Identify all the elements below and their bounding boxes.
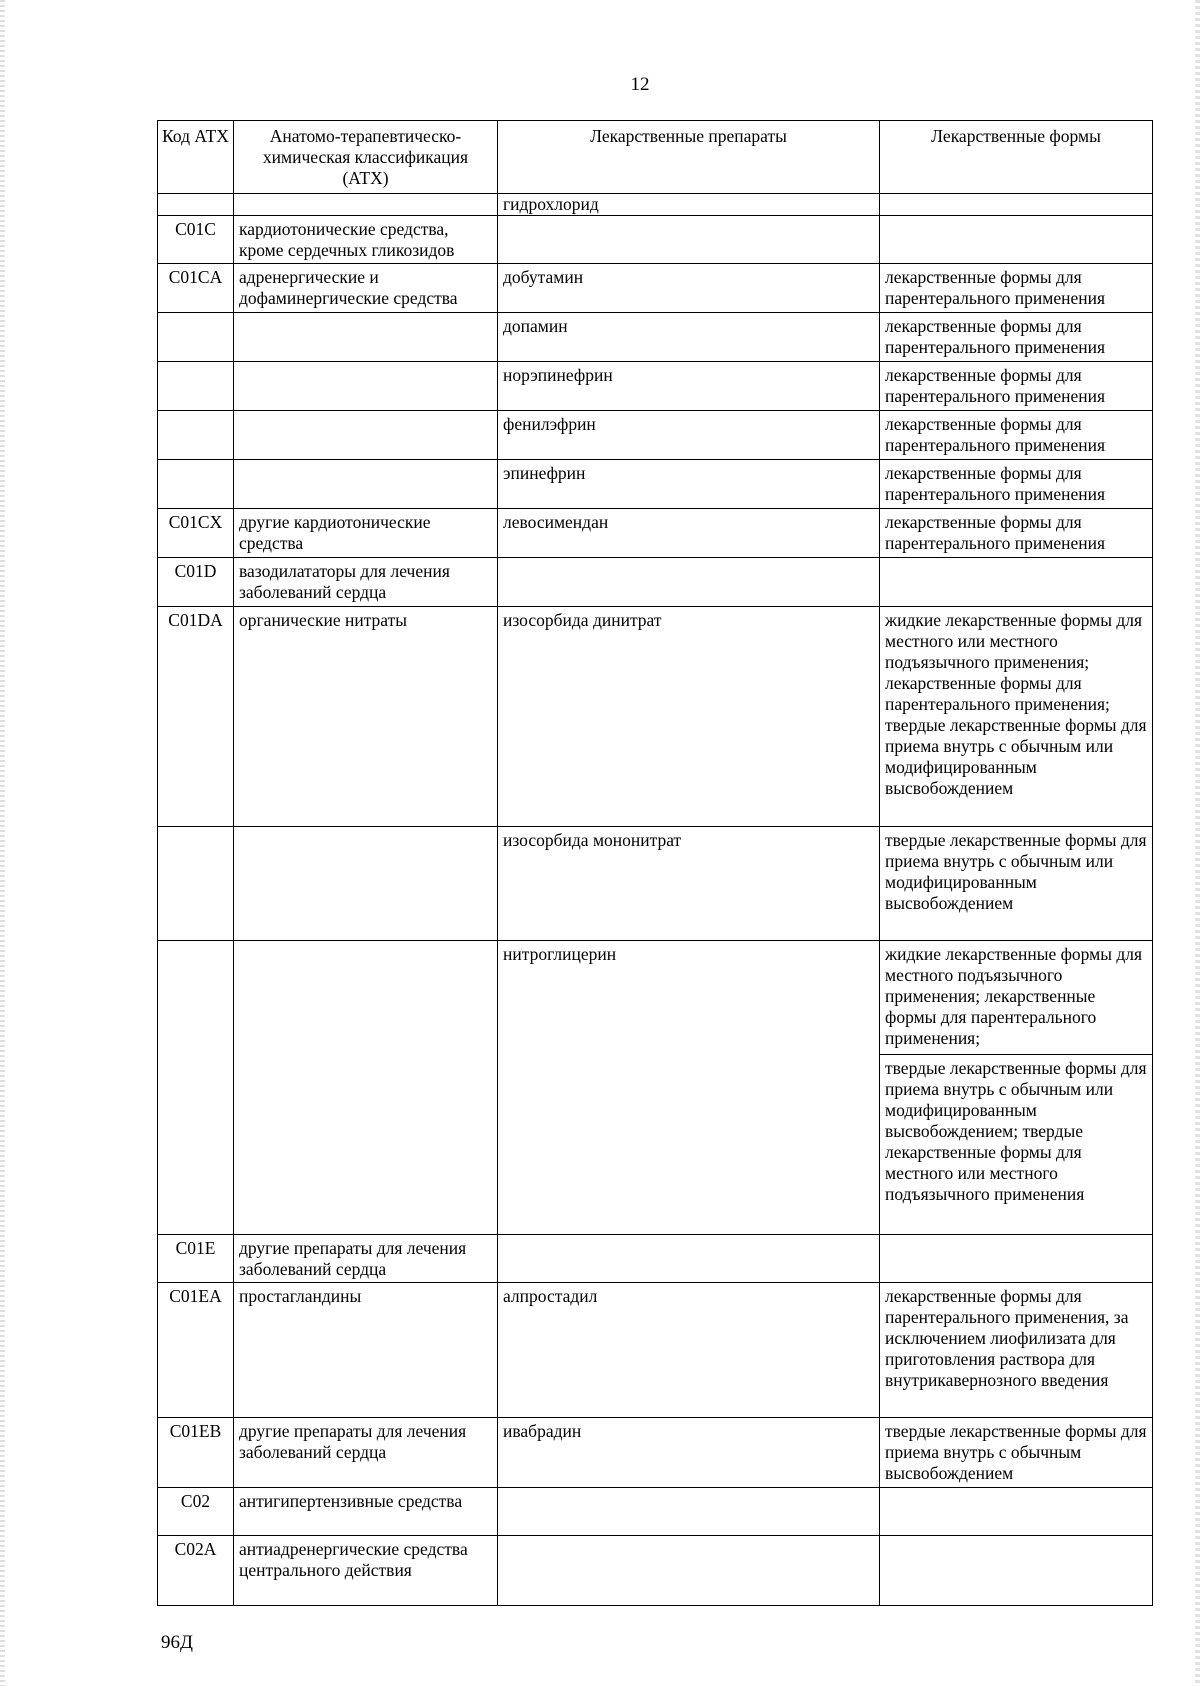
cell-form: твердые лекарственные формы для приема внутрь с обычным или модифицированным высвобождением [880, 827, 1153, 941]
header-classification: Анатомо-терапевтическо-химическая классификация (АТХ) [234, 121, 498, 194]
cell-form: лекарственные формы для парентерального применения, за исключением лиофилизата для приготовления раствора для внутрикавернозного введения [880, 1283, 1153, 1418]
cell-drug: изосорбида динитрат [498, 607, 880, 827]
cell-classification [234, 313, 498, 362]
cell-code: C01DA [158, 607, 234, 827]
table-row [158, 411, 1153, 460]
cell-classification [234, 941, 498, 1235]
table-row [158, 194, 1153, 216]
cell-drug [498, 558, 880, 607]
cell-code: C01EA [158, 1283, 234, 1418]
table-row [158, 362, 1153, 411]
cell-code [158, 313, 234, 362]
cell-form [880, 194, 1153, 216]
cell-code: C02 [158, 1488, 234, 1536]
cell-classification: антиадренергические средства центрального действия [234, 1536, 498, 1606]
cell-drug: эпинефрин [498, 460, 880, 509]
cell-drug [498, 1536, 880, 1606]
table-row [158, 264, 1153, 313]
cell-form: жидкие лекарственные формы для местного подъязычного применения; лекарственные формы для парентерального применения; [880, 941, 1153, 1055]
cell-code: C01CA [158, 264, 234, 313]
cell-code: C01C [158, 216, 234, 264]
cell-code [158, 411, 234, 460]
cell-form: лекарственные формы для парентерального применения [880, 509, 1153, 558]
header-forms: Лекарственные формы [880, 121, 1153, 194]
table-row [158, 1235, 1153, 1283]
table-row [158, 558, 1153, 607]
cell-form: твердые лекарственные формы для приема внутрь с обычным или модифицированным высвобождением; твердые лекарственные формы для местного или местного подъязычного применения [880, 1055, 1153, 1235]
cell-drug [498, 1235, 880, 1283]
table-row [158, 313, 1153, 362]
table-row [158, 1283, 1153, 1418]
table-row [158, 941, 1153, 1055]
cell-form [880, 1235, 1153, 1283]
cell-classification: кардиотонические средства, кроме сердечных гликозидов [234, 216, 498, 264]
cell-code: C01EB [158, 1418, 234, 1488]
cell-classification [234, 460, 498, 509]
table-row [158, 607, 1153, 827]
scan-edge-right [1195, 0, 1200, 1686]
table-row [158, 1418, 1153, 1488]
page-number: 12 [630, 74, 650, 95]
cell-form [880, 1488, 1153, 1536]
cell-drug: нитроглицерин [498, 941, 880, 1235]
cell-classification: органические нитраты [234, 607, 498, 827]
cell-classification: адренергические и дофаминергические средства [234, 264, 498, 313]
cell-classification: другие препараты для лечения заболеваний сердца [234, 1418, 498, 1488]
cell-drug: гидрохлорид [498, 194, 880, 216]
table-header-row [158, 121, 1153, 194]
cell-code: C01D [158, 558, 234, 607]
cell-form: лекарственные формы для парентерального применения [880, 264, 1153, 313]
cell-drug: алпростадил [498, 1283, 880, 1418]
cell-form: лекарственные формы для парентерального применения [880, 460, 1153, 509]
cell-drug: фенилэфрин [498, 411, 880, 460]
cell-drug: ивабрадин [498, 1418, 880, 1488]
header-drugs: Лекарственные препараты [498, 121, 880, 194]
cell-code: C01CX [158, 509, 234, 558]
cell-code [158, 362, 234, 411]
cell-drug: изосорбида мононитрат [498, 827, 880, 941]
table-row [158, 460, 1153, 509]
table-row [158, 509, 1153, 558]
table-row [158, 827, 1153, 941]
cell-code [158, 460, 234, 509]
cell-classification: антигипертензивные средства [234, 1488, 498, 1536]
cell-classification: простагландины [234, 1283, 498, 1418]
cell-form [880, 558, 1153, 607]
header-code: Код АТХ [158, 121, 234, 194]
cell-drug [498, 216, 880, 264]
cell-form [880, 1536, 1153, 1606]
cell-drug: допамин [498, 313, 880, 362]
cell-form: лекарственные формы для парентерального применения [880, 313, 1153, 362]
cell-drug: добутамин [498, 264, 880, 313]
cell-drug: левосимендан [498, 509, 880, 558]
cell-classification [234, 827, 498, 941]
scan-edge-left [0, 0, 5, 1686]
cell-classification: другие препараты для лечения заболеваний сердца [234, 1235, 498, 1283]
cell-form: лекарственные формы для парентерального применения [880, 411, 1153, 460]
cell-form: лекарственные формы для парентерального применения [880, 362, 1153, 411]
atx-table [157, 120, 1153, 1606]
cell-drug [498, 1488, 880, 1536]
table-row [158, 1536, 1153, 1606]
table-row [158, 1488, 1153, 1536]
table-row [158, 216, 1153, 264]
cell-drug: норэпинефрин [498, 362, 880, 411]
cell-classification [234, 362, 498, 411]
cell-classification [234, 194, 498, 216]
cell-code: C02A [158, 1536, 234, 1606]
cell-code [158, 827, 234, 941]
cell-code [158, 194, 234, 216]
cell-form: твердые лекарственные формы для приема внутрь с обычным высвобождением [880, 1418, 1153, 1488]
footer-code: 96Д [161, 1632, 193, 1653]
cell-form [880, 216, 1153, 264]
cell-code: C01E [158, 1235, 234, 1283]
cell-classification: другие кардиотонические средства [234, 509, 498, 558]
cell-classification [234, 411, 498, 460]
cell-form: жидкие лекарственные формы для местного или местного подъязычного применения; лекарственные формы для парентерального применения; твердые лекарственные формы для приема внутрь с обычным или модифицированным высвобождением [880, 607, 1153, 827]
cell-code [158, 941, 234, 1235]
cell-classification: вазодилататоры для лечения заболеваний сердца [234, 558, 498, 607]
